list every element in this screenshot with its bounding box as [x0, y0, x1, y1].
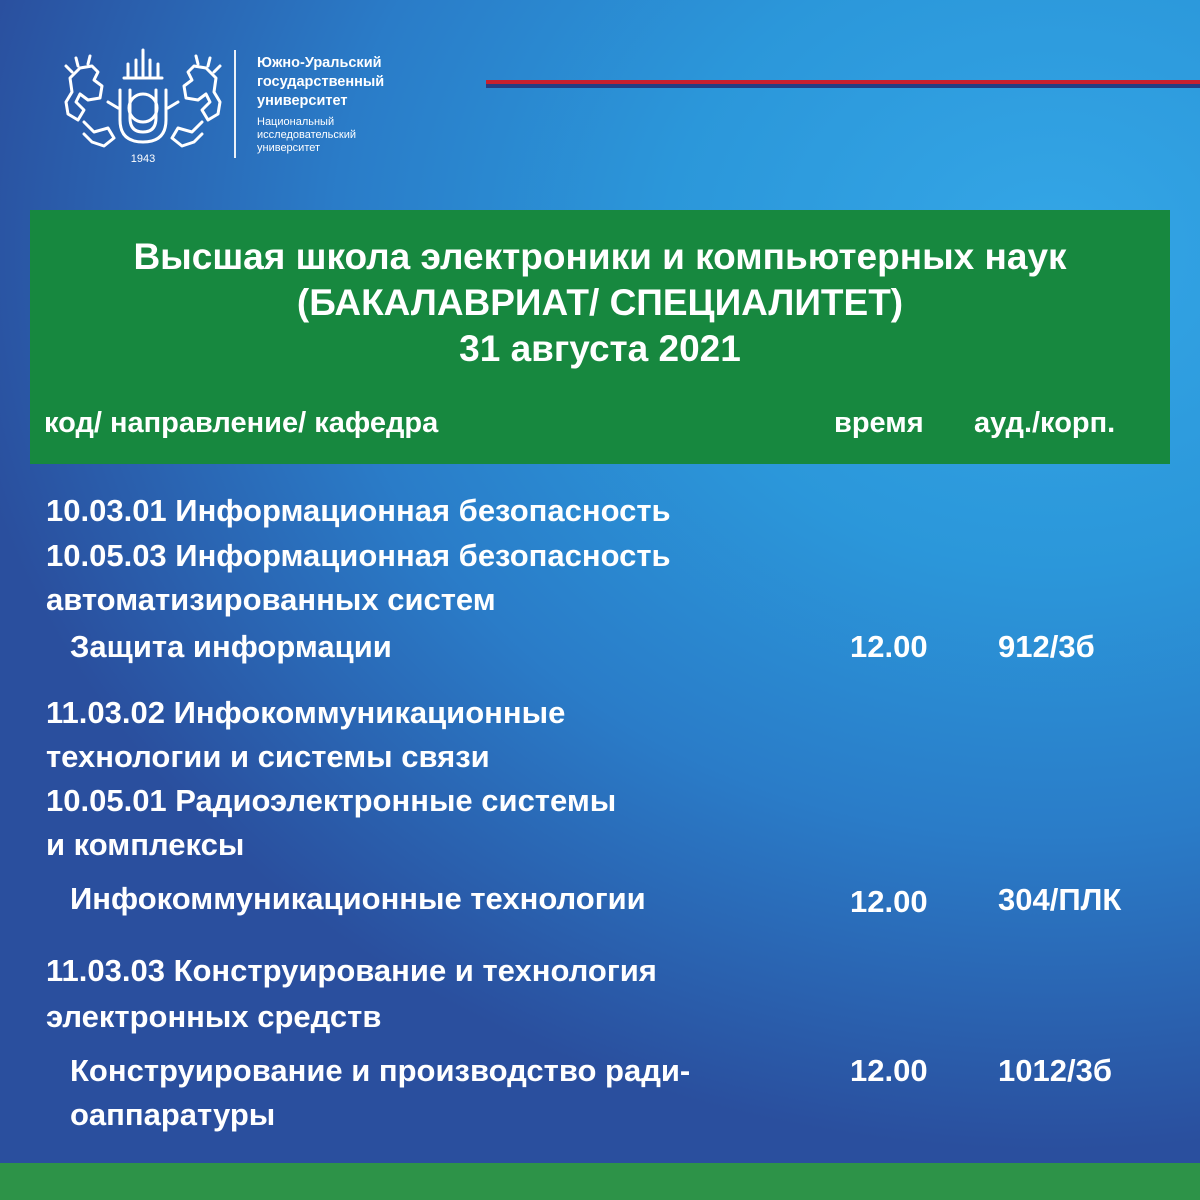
title-line: Высшая школа электроники и компьютерных наук [133, 236, 1067, 277]
program-code-line: 11.03.03 Конструирование и технология [46, 953, 657, 988]
program-code-line: электронных средств [46, 999, 382, 1034]
program-code-line: 10.05.03 Информационная безопасность [46, 538, 671, 573]
university-subtitle [257, 116, 356, 155]
university-name-line: университет [257, 93, 348, 109]
program-code-line: технологии и системы связи [46, 739, 490, 774]
page-title [30, 234, 1170, 372]
department-name: Конструирование и производство ради- [70, 1053, 691, 1088]
logo-divider [234, 50, 236, 158]
exam-room: 912/3б [998, 629, 1095, 664]
program-code-line: 10.05.01 Радиоэлектронные системы [46, 783, 617, 818]
column-header-room: ауд./корп. [974, 407, 1116, 439]
department-name: оаппаратуры [70, 1097, 276, 1132]
university-subtitle-line: университет [257, 142, 321, 154]
title-line: (БАКАЛАВРИАТ/ СПЕЦИАЛИТЕТ) [296, 282, 904, 323]
title-line: 31 августа 2021 [459, 328, 741, 369]
university-subtitle-line: Национальный [257, 116, 335, 128]
program-code-line: и комплексы [46, 827, 245, 862]
university-name [257, 54, 457, 111]
column-header-direction: код/ направление/ кафедра [44, 407, 439, 439]
accent-line-navy [486, 84, 1200, 88]
university-name-line: государственный [257, 74, 385, 90]
accent-line [486, 80, 1200, 88]
university-subtitle-line: исследовательский [257, 129, 356, 141]
department-name: Инфокоммуникационные технологии [70, 881, 646, 916]
exam-room: 304/ПЛК [998, 882, 1122, 917]
exam-time: 12.00 [850, 1053, 928, 1088]
exam-time: 12.00 [850, 884, 928, 919]
program-code-line: автоматизированных систем [46, 582, 496, 617]
program-code-line: 11.03.02 Инфокоммуникационные [46, 695, 566, 730]
exam-time: 12.00 [850, 629, 928, 664]
department-name: Защита информации [70, 629, 392, 664]
susu-emblem-icon [58, 42, 228, 167]
bottom-bar [0, 1163, 1200, 1200]
logo-year: 1943 [130, 153, 156, 165]
university-name-line: Южно-Уральский [257, 55, 382, 71]
program-code-line: 10.03.01 Информационная безопасность [46, 493, 671, 528]
column-header-time: время [834, 407, 924, 439]
exam-room: 1012/3б [998, 1053, 1112, 1088]
